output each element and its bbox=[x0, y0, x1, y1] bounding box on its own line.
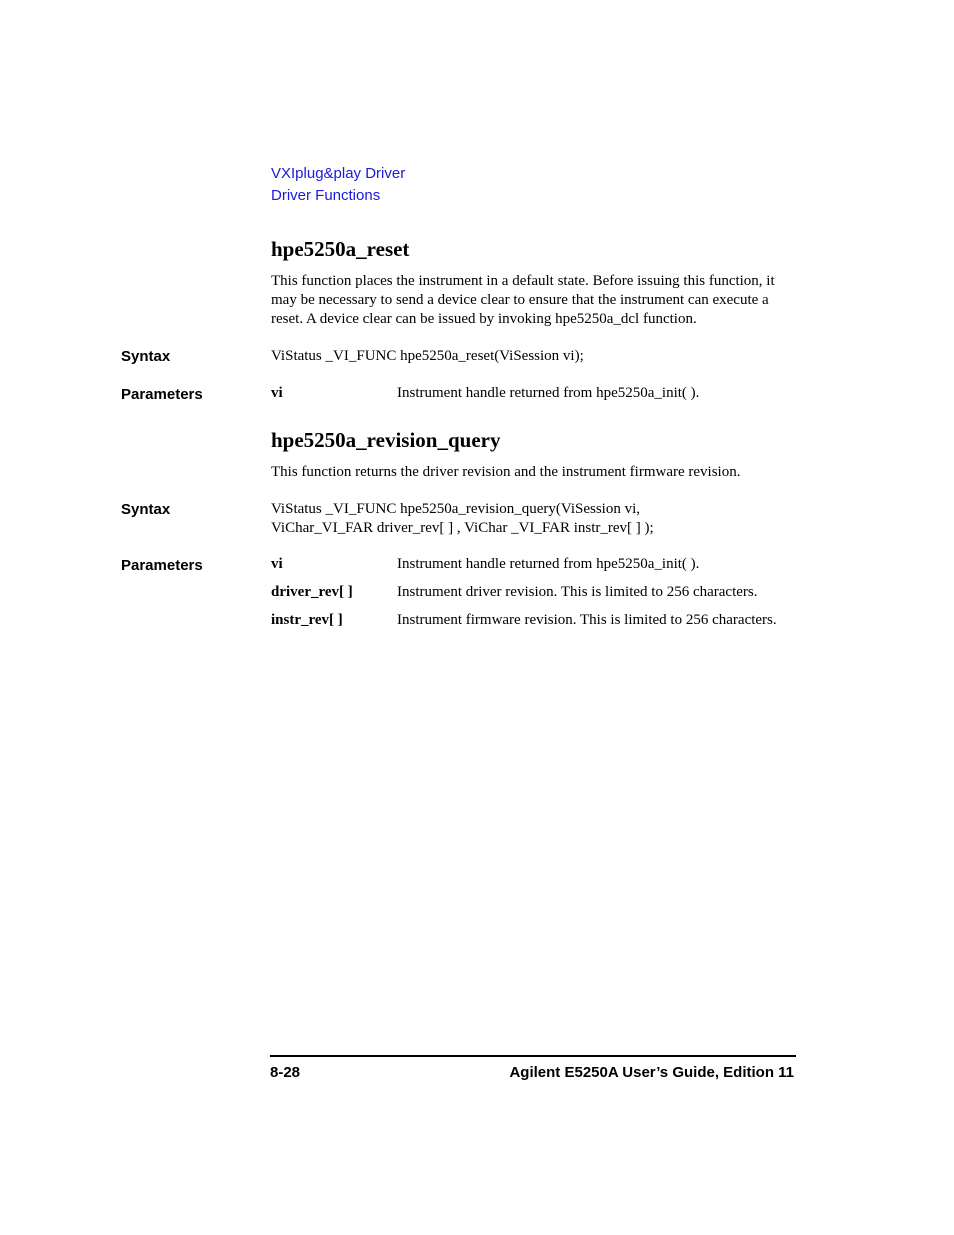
parameter-name: instr_rev[ ] bbox=[271, 612, 343, 628]
footer-page-number: 8-28 bbox=[270, 1064, 301, 1081]
syntax-line: ViStatus _VI_FUNC hpe5250a_reset(ViSession vi); bbox=[271, 348, 584, 364]
description-line: may be necessary to send a device clear to ensure that the instrument can execute a bbox=[271, 292, 769, 308]
parameter-name: vi bbox=[271, 385, 283, 401]
breadcrumb-chapter-link[interactable]: VXIplug&play Driver bbox=[271, 165, 406, 182]
breadcrumb-section-link[interactable]: Driver Functions bbox=[271, 187, 381, 204]
parameter-name: driver_rev[ ] bbox=[271, 584, 353, 600]
syntax-line: ViStatus _VI_FUNC hpe5250a_revision_query(ViSession vi, bbox=[271, 501, 641, 517]
parameters-label-revision-query: Parameters bbox=[121, 557, 203, 574]
section-description-reset bbox=[271, 272, 811, 329]
syntax-label-revision-query: Syntax bbox=[121, 501, 171, 518]
section-description-revision-query bbox=[271, 463, 811, 482]
syntax-line: ViChar_VI_FAR driver_rev[ ] , ViChar _VI_FAR instr_rev[ ] ); bbox=[271, 520, 654, 536]
parameter-description: Instrument firmware revision. This is limited to 256 characters. bbox=[397, 612, 777, 628]
section-title-revision-query: hpe5250a_revision_query bbox=[271, 428, 501, 452]
description-line: reset. A device clear can be issued by invoking hpe5250a_dcl function. bbox=[271, 311, 697, 327]
parameters-label-reset: Parameters bbox=[121, 386, 203, 403]
syntax-code-reset bbox=[271, 347, 584, 366]
section-title-reset: hpe5250a_reset bbox=[271, 237, 410, 261]
description-line: This function returns the driver revision and the instrument firmware revision. bbox=[271, 464, 741, 480]
footer-book-title: Agilent E5250A User’s Guide, Edition 11 bbox=[509, 1064, 794, 1081]
parameter-description: Instrument handle returned from hpe5250a_init( ). bbox=[397, 385, 700, 401]
syntax-code-revision-query bbox=[271, 500, 654, 538]
parameter-name: vi bbox=[271, 556, 283, 572]
syntax-label-reset: Syntax bbox=[121, 348, 171, 365]
parameter-description: Instrument driver revision. This is limited to 256 characters. bbox=[397, 584, 758, 600]
parameter-description: Instrument handle returned from hpe5250a_init( ). bbox=[397, 556, 700, 572]
footer-rule bbox=[270, 1055, 796, 1057]
description-line: This function places the instrument in a default state. Before issuing this function, it bbox=[271, 273, 775, 289]
